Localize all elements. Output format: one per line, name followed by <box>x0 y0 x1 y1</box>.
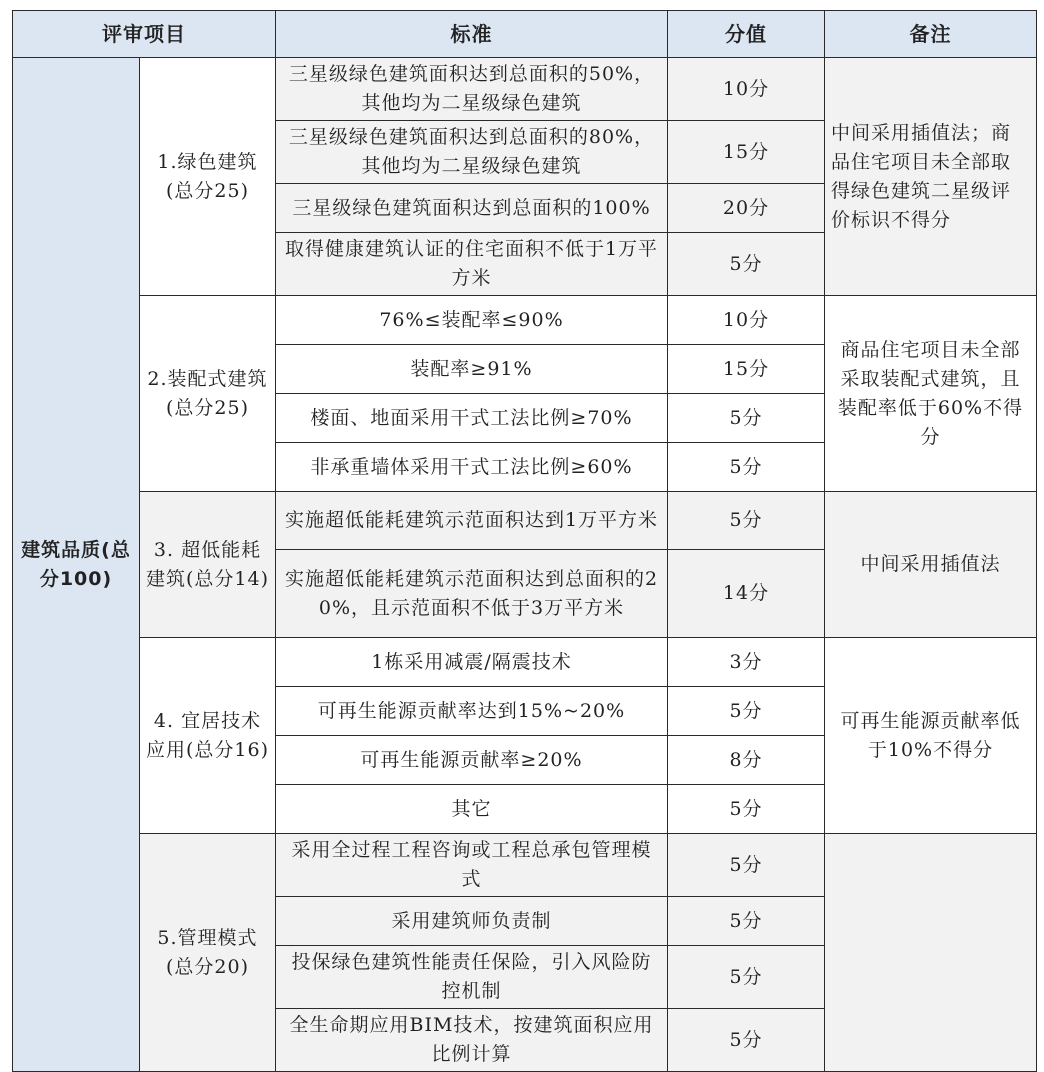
group-name-5: 5.管理模式(总分20) <box>140 834 276 1072</box>
standard-cell: 投保绿色建筑性能责任保险，引入风险防控机制 <box>276 946 668 1009</box>
score-cell: 5分 <box>668 233 825 296</box>
group-name-1: 1.绿色建筑(总分25) <box>140 58 276 296</box>
score-cell: 8分 <box>668 736 825 785</box>
score-cell: 14分 <box>668 550 825 638</box>
standard-cell: 其它 <box>276 785 668 834</box>
scoring-table <box>12 10 1037 1072</box>
standard-cell: 实施超低能耗建筑示范面积达到1万平方米 <box>276 492 668 550</box>
group-name-2: 2.装配式建筑(总分25) <box>140 296 276 492</box>
score-cell: 5分 <box>668 443 825 492</box>
header-item: 评审项目 <box>13 11 276 58</box>
score-cell: 10分 <box>668 296 825 345</box>
score-cell: 15分 <box>668 345 825 394</box>
score-cell: 5分 <box>668 1009 825 1072</box>
score-cell: 5分 <box>668 834 825 897</box>
score-cell: 5分 <box>668 687 825 736</box>
remark-4: 可再生能源贡献率低于10%不得分 <box>825 638 1037 834</box>
standard-cell: 76%≤装配率≤90% <box>276 296 668 345</box>
score-cell: 5分 <box>668 394 825 443</box>
score-cell: 5分 <box>668 785 825 834</box>
category-cell: 建筑品质(总分100) <box>13 58 140 1072</box>
remark-2: 商品住宅项目未全部采取装配式建筑，且装配率低于60%不得分 <box>825 296 1037 492</box>
standard-cell: 采用全过程工程咨询或工程总承包管理模式 <box>276 834 668 897</box>
header-score: 分值 <box>668 11 825 58</box>
group-name-3: 3. 超低能耗建筑(总分14) <box>140 492 276 638</box>
standard-cell: 1栋采用减震/隔震技术 <box>276 638 668 687</box>
standard-cell: 装配率≥91% <box>276 345 668 394</box>
standard-cell: 可再生能源贡献率≥20% <box>276 736 668 785</box>
score-cell: 5分 <box>668 897 825 946</box>
score-cell: 3分 <box>668 638 825 687</box>
table-row <box>13 58 1037 121</box>
score-cell: 20分 <box>668 184 825 233</box>
header-standard: 标准 <box>276 11 668 58</box>
remark-5 <box>825 834 1037 1072</box>
standard-cell: 三星级绿色建筑面积达到总面积的50%，其他均为二星级绿色建筑 <box>276 58 668 121</box>
standard-cell: 三星级绿色建筑面积达到总面积的100% <box>276 184 668 233</box>
table-row <box>13 296 1037 345</box>
remark-1: 中间采用插值法；商品住宅项目未全部取得绿色建筑二星级评价标识不得分 <box>825 58 1037 296</box>
standard-cell: 非承重墙体采用干式工法比例≥60% <box>276 443 668 492</box>
score-cell: 15分 <box>668 121 825 184</box>
standard-cell: 取得健康建筑认证的住宅面积不低于1万平方米 <box>276 233 668 296</box>
table-row <box>13 638 1037 687</box>
score-cell: 5分 <box>668 492 825 550</box>
header-remark: 备注 <box>825 11 1037 58</box>
remark-3: 中间采用插值法 <box>825 492 1037 638</box>
table-row <box>13 492 1037 550</box>
score-cell: 5分 <box>668 946 825 1009</box>
score-cell: 10分 <box>668 58 825 121</box>
standard-cell: 采用建筑师负责制 <box>276 897 668 946</box>
header-row <box>13 11 1037 58</box>
standard-cell: 可再生能源贡献率达到15%~20% <box>276 687 668 736</box>
standard-cell: 全生命期应用BIM技术，按建筑面积应用比例计算 <box>276 1009 668 1072</box>
standard-cell: 实施超低能耗建筑示范面积达到总面积的20%，且示范面积不低于3万平方米 <box>276 550 668 638</box>
standard-cell: 楼面、地面采用干式工法比例≥70% <box>276 394 668 443</box>
group-name-4: 4. 宜居技术应用(总分16) <box>140 638 276 834</box>
table-row <box>13 834 1037 897</box>
standard-cell: 三星级绿色建筑面积达到总面积的80%，其他均为二星级绿色建筑 <box>276 121 668 184</box>
